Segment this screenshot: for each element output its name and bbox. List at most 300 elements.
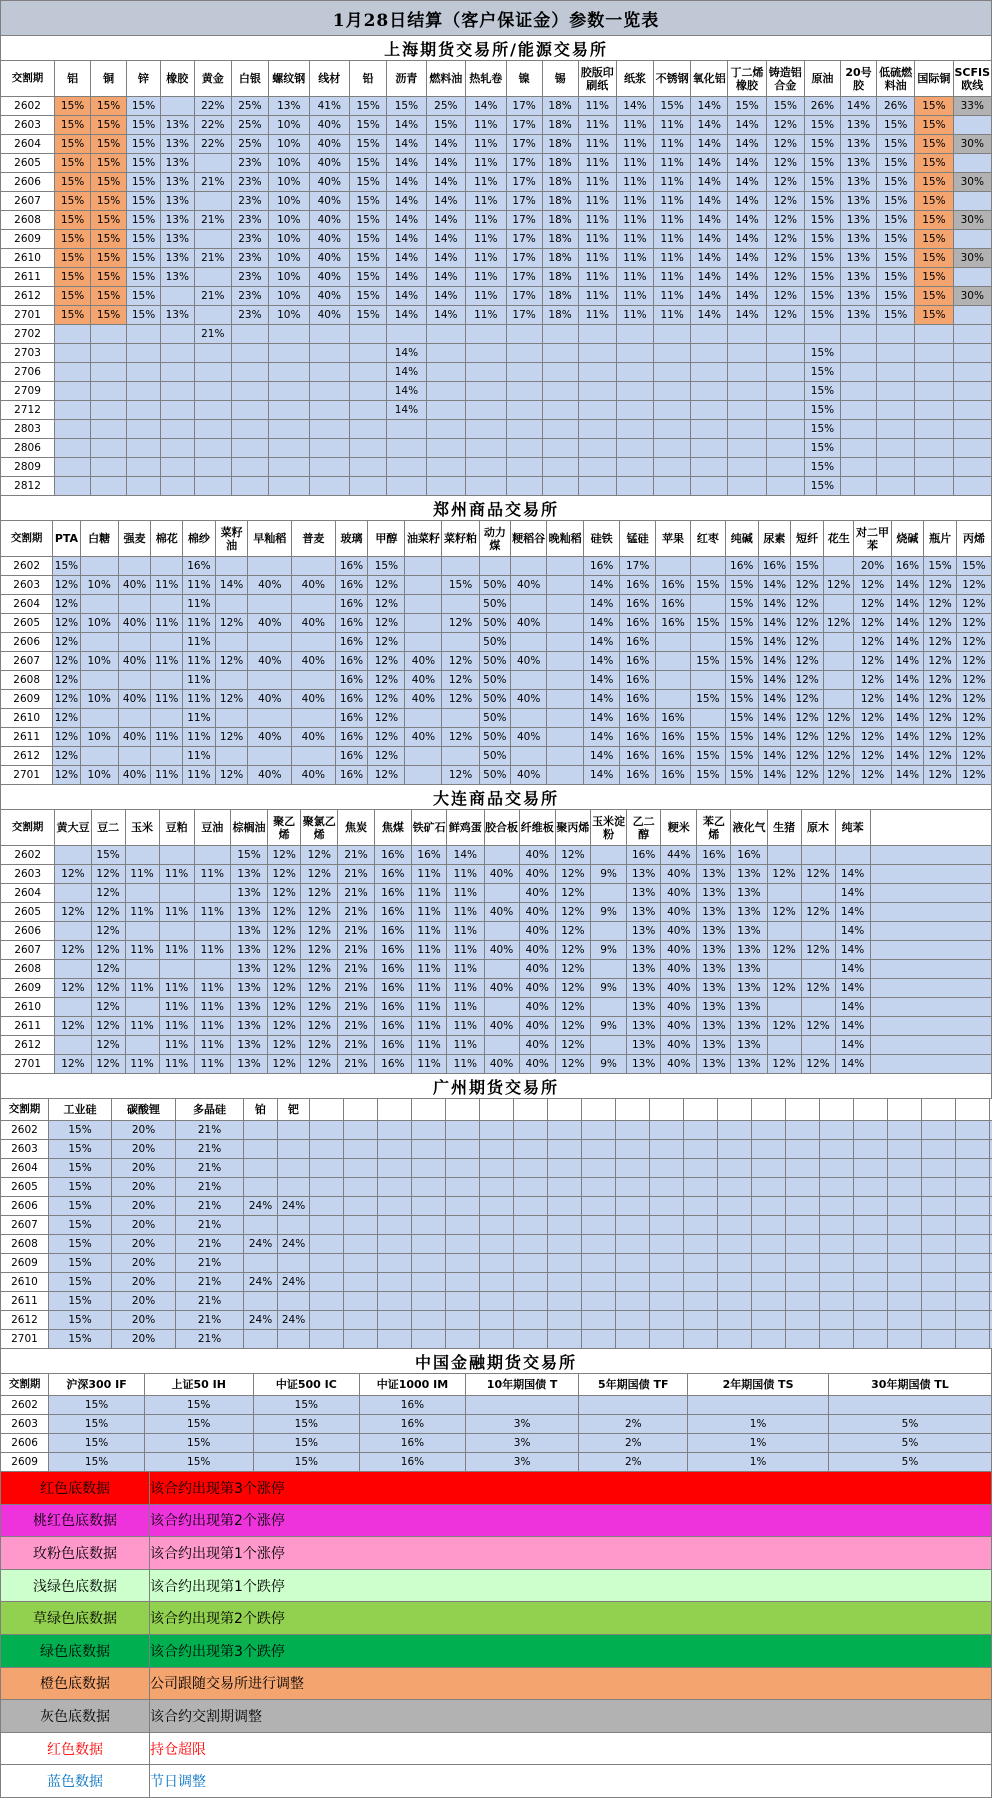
margin-cell xyxy=(691,382,728,401)
margin-cell: 11% xyxy=(447,979,484,998)
column-header: 锰硅 xyxy=(620,521,656,557)
margin-cell: 21% xyxy=(176,1197,244,1216)
table-row xyxy=(1,116,992,135)
margin-cell: 24% xyxy=(278,1197,310,1216)
margin-cell xyxy=(511,557,547,576)
margin-cell: 14% xyxy=(426,154,465,173)
margin-cell: 12% xyxy=(442,690,479,709)
margin-cell: 13% xyxy=(697,1036,731,1055)
margin-cell: 40% xyxy=(309,116,350,135)
empty-cell xyxy=(616,1292,650,1311)
margin-cell: 16% xyxy=(374,903,411,922)
margin-cell: 16% xyxy=(731,846,767,865)
margin-cell: 14% xyxy=(728,287,766,306)
margin-cell xyxy=(616,325,653,344)
empty-cell xyxy=(412,1140,446,1159)
margin-cell xyxy=(506,458,542,477)
margin-cell: 15% xyxy=(55,154,91,173)
margin-cell xyxy=(915,325,953,344)
margin-cell: 21% xyxy=(176,1216,244,1235)
empty-cell xyxy=(684,1254,718,1273)
margin-cell: 21% xyxy=(338,922,374,941)
margin-cell xyxy=(91,401,127,420)
empty-cell xyxy=(650,1273,684,1292)
margin-cell xyxy=(80,633,118,652)
margin-cell xyxy=(244,1159,278,1178)
margin-cell xyxy=(194,401,231,420)
margin-cell xyxy=(426,325,465,344)
margin-cell: 16% xyxy=(374,1017,411,1036)
margin-cell: 12% xyxy=(368,671,405,690)
margin-cell xyxy=(656,690,691,709)
column-header: 碳酸锂 xyxy=(112,1099,176,1121)
column-header: 沥青 xyxy=(387,61,426,97)
margin-cell: 12% xyxy=(555,1055,590,1074)
margin-cell: 13% xyxy=(731,960,767,979)
empty-cell xyxy=(718,1216,752,1235)
margin-cell xyxy=(292,595,336,614)
margin-cell: 15% xyxy=(876,268,914,287)
margin-cell xyxy=(766,344,804,363)
empty-header-cell xyxy=(752,1099,786,1121)
empty-cell xyxy=(412,1254,446,1273)
margin-cell: 14% xyxy=(387,192,426,211)
margin-cell: 12% xyxy=(854,709,891,728)
margin-cell: 24% xyxy=(244,1273,278,1292)
margin-cell: 17% xyxy=(506,249,542,268)
column-header: 原木 xyxy=(801,810,835,846)
empty-cell xyxy=(310,1178,344,1197)
margin-cell xyxy=(506,439,542,458)
margin-cell: 14% xyxy=(426,306,465,325)
empty-cell xyxy=(718,1311,752,1330)
margin-cell xyxy=(876,363,914,382)
margin-cell xyxy=(511,595,547,614)
table-row xyxy=(1,922,992,941)
margin-cell: 15% xyxy=(876,192,914,211)
empty-cell xyxy=(548,1178,582,1197)
margin-cell xyxy=(194,960,230,979)
margin-cell: 2% xyxy=(579,1415,688,1434)
margin-cell xyxy=(767,884,801,903)
margin-cell xyxy=(55,458,91,477)
margin-cell: 40% xyxy=(405,671,442,690)
empty-cell xyxy=(870,941,991,960)
empty-cell xyxy=(650,1140,684,1159)
margin-cell: 15% xyxy=(55,97,91,116)
margin-cell xyxy=(151,557,183,576)
margin-cell: 15% xyxy=(725,690,758,709)
empty-cell xyxy=(922,1330,956,1349)
column-header: 铂 xyxy=(244,1099,278,1121)
margin-cell xyxy=(953,382,991,401)
margin-cell: 12% xyxy=(791,690,824,709)
margin-cell xyxy=(691,344,728,363)
margin-cell xyxy=(953,439,991,458)
margin-cell: 12% xyxy=(55,941,91,960)
margin-cell: 11% xyxy=(466,192,507,211)
column-header: 沪深300 IF xyxy=(49,1374,145,1396)
margin-cell: 16% xyxy=(656,614,691,633)
margin-cell: 15% xyxy=(876,287,914,306)
empty-cell xyxy=(514,1159,548,1178)
margin-cell: 15% xyxy=(654,97,691,116)
margin-cell: 14% xyxy=(758,709,791,728)
empty-cell xyxy=(412,1216,446,1235)
margin-cell: 40% xyxy=(484,865,519,884)
column-header: 豆二 xyxy=(91,810,125,846)
margin-cell: 14% xyxy=(387,154,426,173)
margin-cell: 12% xyxy=(53,595,80,614)
empty-cell xyxy=(412,1273,446,1292)
margin-cell: 40% xyxy=(519,1036,555,1055)
margin-cell xyxy=(426,439,465,458)
margin-cell: 14% xyxy=(891,595,924,614)
margin-cell: 40% xyxy=(118,614,151,633)
margin-cell: 16% xyxy=(620,747,656,766)
table-row xyxy=(1,865,992,884)
margin-cell: 18% xyxy=(542,173,578,192)
margin-cell: 15% xyxy=(49,1396,145,1415)
margin-cell: 12% xyxy=(368,709,405,728)
table-row xyxy=(1,477,992,496)
margin-cell: 13% xyxy=(731,884,767,903)
margin-cell: 15% xyxy=(725,747,758,766)
delivery-period: 2610 xyxy=(1,998,55,1017)
column-header: 锌 xyxy=(127,61,161,97)
margin-cell: 11% xyxy=(412,884,447,903)
empty-header-cell xyxy=(378,1099,412,1121)
margin-cell xyxy=(125,960,159,979)
margin-cell xyxy=(654,325,691,344)
margin-cell: 50% xyxy=(479,671,511,690)
margin-cell: 20% xyxy=(112,1311,176,1330)
column-header: 纸浆 xyxy=(616,61,653,97)
margin-cell: 21% xyxy=(176,1235,244,1254)
empty-header-cell xyxy=(514,1099,548,1121)
column-header: 短纤 xyxy=(791,521,824,557)
margin-cell: 9% xyxy=(590,1017,626,1036)
margin-cell: 12% xyxy=(766,249,804,268)
empty-header-cell xyxy=(684,1099,718,1121)
column-header: 20号胶 xyxy=(840,61,876,97)
delivery-period: 2611 xyxy=(1,1017,55,1036)
margin-cell: 12% xyxy=(766,287,804,306)
delivery-period: 2607 xyxy=(1,941,55,960)
table-row xyxy=(1,1311,992,1330)
margin-cell: 13% xyxy=(840,154,876,173)
margin-cell: 18% xyxy=(542,287,578,306)
margin-cell: 50% xyxy=(479,747,511,766)
empty-cell xyxy=(752,1235,786,1254)
margin-cell xyxy=(506,363,542,382)
legend-row xyxy=(0,1537,992,1570)
column-header: 苯乙烯 xyxy=(697,810,731,846)
margin-cell: 14% xyxy=(426,211,465,230)
margin-cell xyxy=(691,363,728,382)
margin-cell: 11% xyxy=(447,960,484,979)
margin-cell: 12% xyxy=(368,690,405,709)
margin-cell: 14% xyxy=(387,268,426,287)
margin-cell: 16% xyxy=(620,728,656,747)
column-header: 动力煤 xyxy=(479,521,511,557)
margin-cell xyxy=(309,344,350,363)
legend-label: 绿色底数据 xyxy=(1,1635,150,1667)
margin-cell: 10% xyxy=(80,766,118,785)
margin-cell: 40% xyxy=(292,576,336,595)
margin-cell: 11% xyxy=(616,192,653,211)
empty-cell xyxy=(344,1140,378,1159)
margin-cell: 16% xyxy=(335,614,368,633)
empty-cell xyxy=(752,1311,786,1330)
margin-table xyxy=(0,1373,992,1472)
margin-cell: 40% xyxy=(309,268,350,287)
margin-cell xyxy=(350,344,387,363)
margin-cell: 12% xyxy=(91,1017,125,1036)
margin-cell: 13% xyxy=(230,1055,267,1074)
margin-cell: 12% xyxy=(91,1055,125,1074)
table-row xyxy=(1,1330,992,1349)
empty-cell xyxy=(582,1235,616,1254)
margin-cell xyxy=(268,401,309,420)
empty-cell xyxy=(412,1292,446,1311)
empty-cell xyxy=(922,1178,956,1197)
margin-cell xyxy=(309,363,350,382)
margin-cell: 15% xyxy=(91,97,127,116)
margin-cell: 14% xyxy=(891,614,924,633)
margin-cell xyxy=(55,363,91,382)
legend-description: 节日调整 xyxy=(150,1774,206,1791)
margin-cell: 12% xyxy=(823,709,854,728)
margin-cell: 14% xyxy=(891,747,924,766)
margin-cell xyxy=(127,477,161,496)
margin-cell: 13% xyxy=(160,116,194,135)
margin-cell xyxy=(248,709,292,728)
margin-cell: 15% xyxy=(725,766,758,785)
column-header: 上证50 IH xyxy=(144,1374,253,1396)
legend-label: 桃红色底数据 xyxy=(1,1505,150,1537)
margin-cell: 15% xyxy=(387,97,426,116)
empty-cell xyxy=(684,1197,718,1216)
margin-cell: 13% xyxy=(230,1017,267,1036)
table-row xyxy=(1,249,992,268)
margin-cell: 11% xyxy=(151,766,183,785)
margin-table xyxy=(0,520,992,785)
empty-cell xyxy=(344,1254,378,1273)
margin-cell xyxy=(823,633,854,652)
table-row xyxy=(1,382,992,401)
margin-cell xyxy=(579,1396,688,1415)
column-header: 乙二醇 xyxy=(627,810,661,846)
margin-cell xyxy=(91,420,127,439)
empty-cell xyxy=(582,1311,616,1330)
legend-description: 该合约交割期调整 xyxy=(150,1708,262,1725)
column-header: 粳米 xyxy=(661,810,697,846)
margin-cell: 15% xyxy=(690,690,725,709)
margin-cell: 23% xyxy=(231,249,268,268)
margin-cell: 15% xyxy=(49,1235,112,1254)
margin-cell: 15% xyxy=(804,344,840,363)
delivery-period: 2605 xyxy=(1,154,55,173)
margin-cell: 11% xyxy=(194,941,230,960)
margin-cell xyxy=(151,595,183,614)
delivery-period: 2609 xyxy=(1,1453,49,1472)
margin-cell: 26% xyxy=(876,97,914,116)
empty-cell xyxy=(718,1254,752,1273)
margin-cell: 13% xyxy=(160,173,194,192)
margin-cell: 13% xyxy=(230,960,267,979)
margin-cell: 12% xyxy=(301,865,338,884)
table-row xyxy=(1,306,992,325)
margin-cell: 40% xyxy=(309,306,350,325)
margin-cell: 12% xyxy=(766,268,804,287)
margin-cell: 16% xyxy=(374,998,411,1017)
empty-cell xyxy=(752,1273,786,1292)
margin-cell: 14% xyxy=(426,192,465,211)
margin-cell: 14% xyxy=(835,1017,870,1036)
margin-cell: 15% xyxy=(91,173,127,192)
margin-cell xyxy=(91,382,127,401)
margin-cell: 12% xyxy=(91,998,125,1017)
margin-cell: 40% xyxy=(519,998,555,1017)
margin-cell: 12% xyxy=(301,922,338,941)
table-row xyxy=(1,211,992,230)
margin-cell: 12% xyxy=(791,614,824,633)
margin-cell: 11% xyxy=(466,211,507,230)
margin-cell: 23% xyxy=(231,268,268,287)
margin-cell: 14% xyxy=(426,230,465,249)
empty-cell xyxy=(378,1311,412,1330)
margin-cell: 15% xyxy=(804,230,840,249)
table-row xyxy=(1,1434,992,1453)
empty-cell xyxy=(820,1197,854,1216)
margin-cell: 15% xyxy=(127,249,161,268)
empty-cell xyxy=(548,1216,582,1235)
margin-cell xyxy=(160,420,194,439)
margin-cell: 12% xyxy=(924,595,957,614)
delivery-period: 2612 xyxy=(1,1311,49,1330)
margin-cell: 40% xyxy=(661,865,697,884)
delivery-period: 2701 xyxy=(1,306,55,325)
empty-cell xyxy=(922,1311,956,1330)
margin-cell: 40% xyxy=(519,884,555,903)
margin-cell xyxy=(292,671,336,690)
empty-cell xyxy=(650,1330,684,1349)
column-header: 普麦 xyxy=(292,521,336,557)
empty-cell xyxy=(446,1178,480,1197)
empty-cell xyxy=(870,1017,991,1036)
margin-cell: 16% xyxy=(335,728,368,747)
margin-cell: 15% xyxy=(350,97,387,116)
margin-cell: 12% xyxy=(268,979,301,998)
margin-cell: 20% xyxy=(112,1197,176,1216)
margin-cell: 11% xyxy=(616,249,653,268)
margin-cell: 12% xyxy=(854,766,891,785)
margin-cell: 16% xyxy=(374,941,411,960)
margin-cell: 15% xyxy=(253,1434,360,1453)
margin-cell: 12% xyxy=(268,1055,301,1074)
margin-cell: 14% xyxy=(616,97,653,116)
margin-cell: 16% xyxy=(620,652,656,671)
margin-cell: 11% xyxy=(616,154,653,173)
empty-cell xyxy=(344,1311,378,1330)
margin-cell: 14% xyxy=(835,922,870,941)
margin-cell: 12% xyxy=(791,671,824,690)
margin-cell xyxy=(728,344,766,363)
margin-cell: 15% xyxy=(350,268,387,287)
empty-cell xyxy=(888,1311,922,1330)
delivery-period: 2701 xyxy=(1,1055,55,1074)
margin-cell: 12% xyxy=(268,884,301,903)
delivery-period: 2606 xyxy=(1,1434,49,1453)
margin-cell: 12% xyxy=(368,728,405,747)
table-row xyxy=(1,709,992,728)
margin-cell: 15% xyxy=(144,1453,253,1472)
margin-cell xyxy=(953,363,991,382)
margin-cell: 11% xyxy=(183,633,216,652)
margin-cell: 12% xyxy=(55,865,91,884)
empty-cell xyxy=(378,1330,412,1349)
column-header: 瓶片 xyxy=(924,521,957,557)
margin-cell xyxy=(405,595,442,614)
margin-cell: 14% xyxy=(758,728,791,747)
margin-cell: 12% xyxy=(555,846,590,865)
margin-cell: 3% xyxy=(465,1415,579,1434)
margin-cell: 11% xyxy=(466,268,507,287)
margin-cell: 15% xyxy=(91,287,127,306)
margin-cell: 12% xyxy=(924,766,957,785)
margin-cell xyxy=(656,671,691,690)
empty-cell xyxy=(870,846,991,865)
margin-cell xyxy=(547,728,584,747)
margin-cell: 11% xyxy=(466,135,507,154)
margin-cell: 12% xyxy=(555,1036,590,1055)
exchange-title: 中国金融期货交易所 xyxy=(0,1349,992,1373)
margin-cell xyxy=(159,884,194,903)
margin-cell: 15% xyxy=(725,652,758,671)
delivery-period: 2612 xyxy=(1,287,55,306)
empty-cell xyxy=(378,1254,412,1273)
margin-cell: 11% xyxy=(616,306,653,325)
margin-cell: 40% xyxy=(661,941,697,960)
margin-cell xyxy=(876,382,914,401)
column-header: 菜籽油 xyxy=(215,521,248,557)
delivery-period: 2606 xyxy=(1,173,55,192)
margin-cell xyxy=(835,846,870,865)
legend-row xyxy=(0,1602,992,1635)
margin-cell: 15% xyxy=(876,154,914,173)
margin-cell: 30% xyxy=(953,211,991,230)
column-header: 强麦 xyxy=(118,521,151,557)
column-header: 甲醇 xyxy=(368,521,405,557)
margin-cell: 20% xyxy=(112,1216,176,1235)
legend-row xyxy=(0,1505,992,1538)
empty-header-cell xyxy=(870,810,991,846)
margin-cell xyxy=(231,401,268,420)
column-header: 多晶硅 xyxy=(176,1099,244,1121)
margin-cell xyxy=(728,420,766,439)
margin-cell xyxy=(823,652,854,671)
margin-cell: 11% xyxy=(578,135,616,154)
delivery-period: 2611 xyxy=(1,1292,49,1311)
margin-cell: 14% xyxy=(891,671,924,690)
empty-cell xyxy=(412,1311,446,1330)
table-row xyxy=(1,846,992,865)
margin-cell: 12% xyxy=(924,709,957,728)
margin-cell xyxy=(578,344,616,363)
margin-cell xyxy=(915,439,953,458)
empty-cell xyxy=(616,1254,650,1273)
